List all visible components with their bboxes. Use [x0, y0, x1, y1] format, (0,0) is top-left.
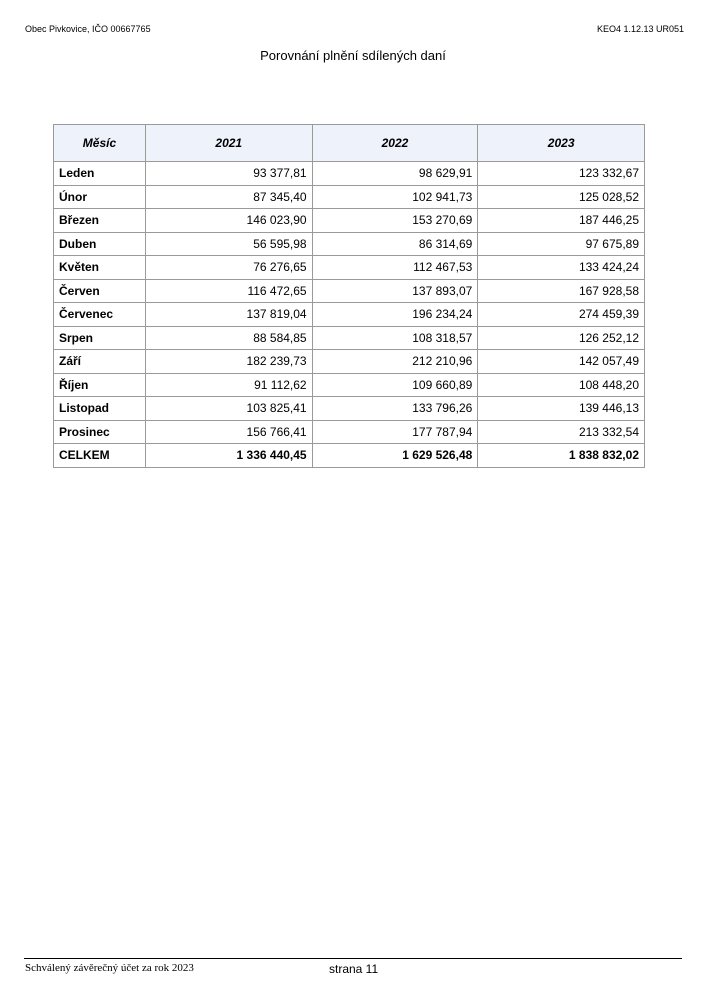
month-cell: Červenec: [54, 303, 146, 327]
table-row: [54, 185, 645, 209]
column-header-2023: 2023: [478, 125, 645, 162]
value-2021-cell: 137 819,04: [145, 303, 312, 327]
table-row: [54, 279, 645, 303]
tax-comparison-table: [53, 124, 645, 468]
month-cell: Srpen: [54, 326, 146, 350]
month-cell: Květen: [54, 256, 146, 280]
column-header-2021: 2021: [145, 125, 312, 162]
value-2022-cell: 102 941,73: [312, 185, 478, 209]
total-row: [54, 444, 645, 468]
month-cell: Únor: [54, 185, 146, 209]
column-header-month: Měsíc: [54, 125, 146, 162]
table-row: [54, 350, 645, 374]
footer-document-title: Schválený závěrečný účet za rok 2023: [25, 962, 194, 974]
value-2022-cell: 133 796,26: [312, 397, 478, 421]
footer-divider: [24, 958, 682, 959]
page-title: Porovnání plnění sdílených daní: [260, 48, 446, 63]
value-2022-cell: 108 318,57: [312, 326, 478, 350]
value-2023-cell: 187 446,25: [478, 209, 645, 233]
value-2021-cell: 76 276,65: [145, 256, 312, 280]
value-2022-cell: 109 660,89: [312, 373, 478, 397]
month-cell: Říjen: [54, 373, 146, 397]
value-2022-cell: 137 893,07: [312, 279, 478, 303]
value-2022-cell: 1 629 526,48: [312, 444, 478, 468]
month-cell: Prosinec: [54, 420, 146, 444]
value-2021-cell: 88 584,85: [145, 326, 312, 350]
value-2023-cell: 274 459,39: [478, 303, 645, 327]
table-row: [54, 397, 645, 421]
value-2023-cell: 167 928,58: [478, 279, 645, 303]
table-row: [54, 162, 645, 186]
month-cell: CELKEM: [54, 444, 146, 468]
value-2021-cell: 1 336 440,45: [145, 444, 312, 468]
value-2021-cell: 93 377,81: [145, 162, 312, 186]
report-code: KEO4 1.12.13 UR051: [596, 24, 684, 34]
table-row: [54, 326, 645, 350]
value-2021-cell: 103 825,41: [145, 397, 312, 421]
value-2023-cell: 123 332,67: [478, 162, 645, 186]
table-header-row: [54, 125, 645, 162]
value-2022-cell: 212 210,96: [312, 350, 478, 374]
month-cell: Listopad: [54, 397, 146, 421]
value-2021-cell: 56 595,98: [145, 232, 312, 256]
value-2022-cell: 98 629,91: [312, 162, 478, 186]
organization-header: Obec Pivkovice, IČO 00667765: [25, 24, 151, 34]
value-2023-cell: 213 332,54: [478, 420, 645, 444]
value-2022-cell: 177 787,94: [312, 420, 478, 444]
table-row: [54, 256, 645, 280]
value-2021-cell: 146 023,90: [145, 209, 312, 233]
value-2023-cell: 133 424,24: [478, 256, 645, 280]
page-number: strana 11: [329, 962, 379, 976]
value-2021-cell: 91 112,62: [145, 373, 312, 397]
value-2023-cell: 142 057,49: [478, 350, 645, 374]
value-2021-cell: 116 472,65: [145, 279, 312, 303]
value-2023-cell: 97 675,89: [478, 232, 645, 256]
value-2021-cell: 87 345,40: [145, 185, 312, 209]
value-2023-cell: 1 838 832,02: [478, 444, 645, 468]
value-2021-cell: 182 239,73: [145, 350, 312, 374]
value-2022-cell: 196 234,24: [312, 303, 478, 327]
value-2022-cell: 86 314,69: [312, 232, 478, 256]
value-2022-cell: 153 270,69: [312, 209, 478, 233]
table-row: [54, 373, 645, 397]
value-2022-cell: 112 467,53: [312, 256, 478, 280]
month-cell: Červen: [54, 279, 146, 303]
month-cell: Duben: [54, 232, 146, 256]
value-2023-cell: 125 028,52: [478, 185, 645, 209]
table-row: [54, 232, 645, 256]
table-row: [54, 420, 645, 444]
value-2021-cell: 156 766,41: [145, 420, 312, 444]
value-2023-cell: 126 252,12: [478, 326, 645, 350]
table-row: [54, 209, 645, 233]
month-cell: Září: [54, 350, 146, 374]
month-cell: Březen: [54, 209, 146, 233]
value-2023-cell: 108 448,20: [478, 373, 645, 397]
month-cell: Leden: [54, 162, 146, 186]
column-header-2022: 2022: [312, 125, 478, 162]
value-2023-cell: 139 446,13: [478, 397, 645, 421]
table-row: [54, 303, 645, 327]
